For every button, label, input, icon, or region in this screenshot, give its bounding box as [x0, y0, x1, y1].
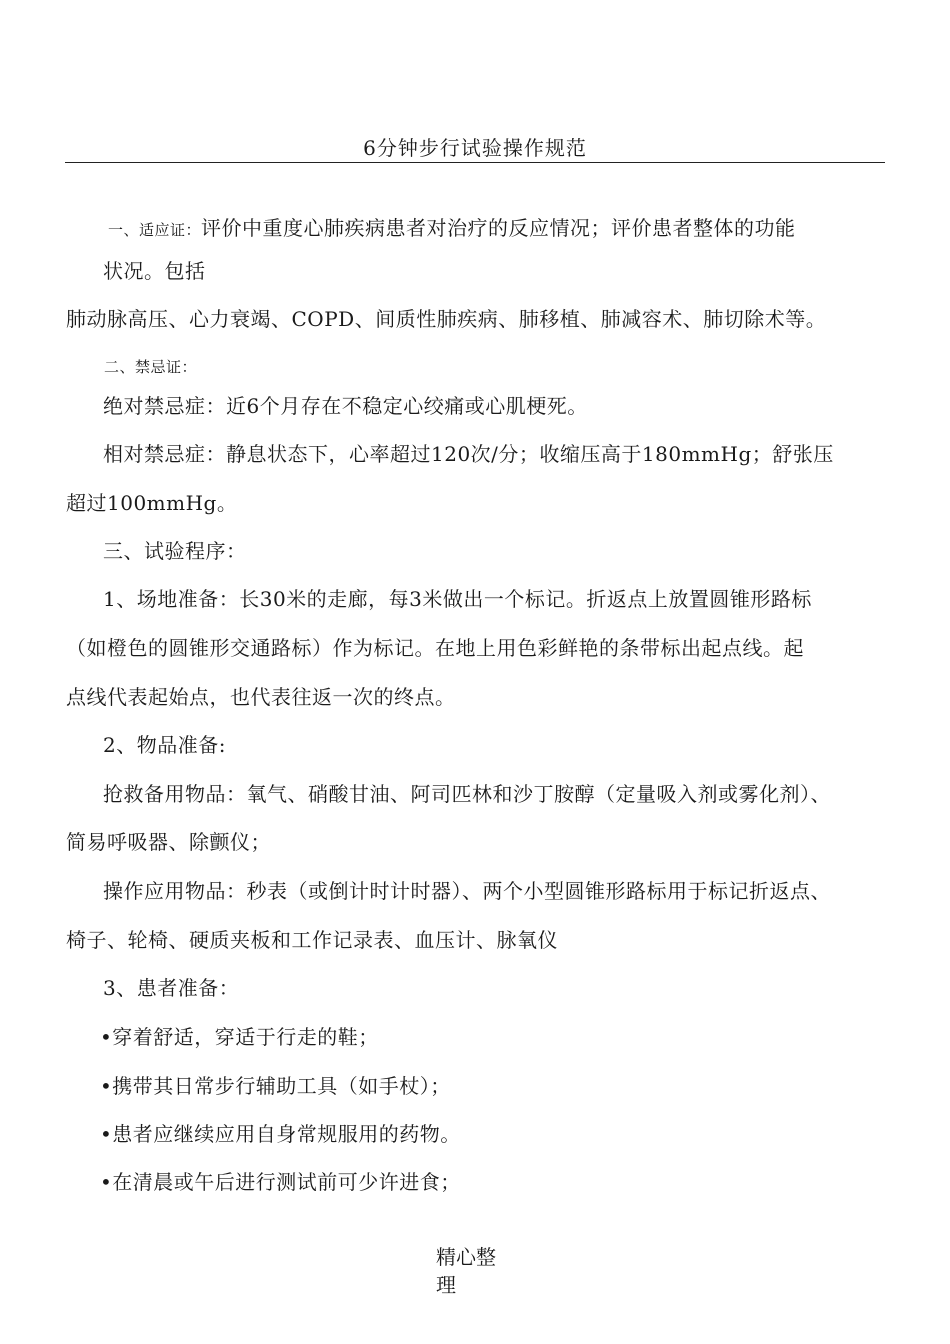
rescue-items-1: 抢救备用物品：氧气、硝酸甘油、阿司匹林和沙丁胺醇（定量吸入剂或雾化剂）、 [103, 782, 831, 806]
operation-items-1: 操作应用物品：秒表（或倒计时计时器）、两个小型圆锥形路标用于标记折返点、 [103, 879, 831, 903]
page-footer [436, 1243, 526, 1299]
indications-line-1 [108, 212, 796, 241]
items-label: 2、物品准备: [103, 733, 226, 757]
indications-text-2: 状况。包括 [103, 259, 206, 283]
site-prep-2: （如橙色的圆锥形交通路标）作为标记。在地上用色彩鲜艳的条带标出起点线。起 [66, 636, 804, 660]
procedure-label: 三、试验程序： [103, 539, 247, 563]
absolute-contraindication: 绝对禁忌症：近6个月存在不稳定心绞痛或心肌梗死。 [103, 394, 588, 418]
page-title: 6分钟步行试验操作规范 [363, 136, 587, 160]
site-prep-3: 点线代表起始点，也代表往返一次的终点。 [66, 685, 456, 709]
list-item: •穿着舒适，穿适于行走的鞋； [100, 1025, 379, 1049]
relative-contraindication-1: 相对禁忌症：静息状态下，心率超过120次/分；收缩压高于180mmHg；舒张压 [103, 442, 834, 466]
indications-label: 一、适应证： [108, 221, 202, 239]
indications-text-3: 肺动脉高压、心力衰竭、COPD、间质性肺疾病、肺移植、肺减容术、肺切除术等。 [66, 307, 827, 331]
relative-contraindication-2: 超过100mmHg。 [66, 491, 238, 515]
list-item: •患者应继续应用自身常规服用的药物。 [100, 1122, 461, 1146]
title-divider [65, 162, 885, 163]
contraindications-label: 二、禁忌证： [104, 358, 198, 376]
rescue-items-2: 简易呼吸器、除颤仪； [66, 830, 271, 854]
indications-text-1: 评价中重度心肺疾病患者对治疗的反应情况；评价患者整体的功能 [201, 216, 796, 240]
footer-line-1: 精心整 [436, 1245, 496, 1269]
list-item: •在清晨或午后进行测试前可少许进食； [100, 1170, 461, 1194]
footer-line-2: 理 [436, 1273, 456, 1297]
site-prep-1: 1、场地准备：长30米的走廊，每3米做出一个标记。折返点上放置圆锥形路标 [103, 587, 812, 611]
operation-items-2: 椅子、轮椅、硬质夹板和工作记录表、血压计、脉氧仪 [66, 928, 558, 952]
patient-prep-label: 3、患者准备： [103, 976, 240, 1000]
list-item: •携带其日常步行辅助工具（如手杖）； [100, 1074, 451, 1098]
